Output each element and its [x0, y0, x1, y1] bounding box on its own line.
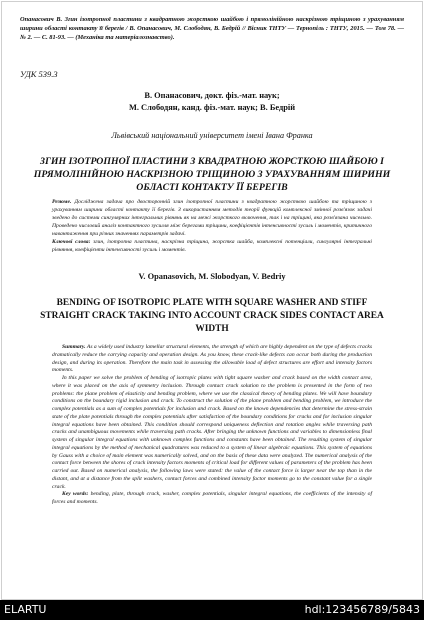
- keywords-ukrainian: [52, 238, 372, 254]
- abstract-text: Досліджена задача про двосторонній згин ізотропної пластини з квадратною жорсткою шайбою та тріщиною з урахуванням ширини області контакту її берегів. З використанням методів теорії функцій комплексної змінної розв'язок задачі зведено до системи сингулярних інтегральних рівнянь як на межі жорсткого включення, так і на тріщині, яка розв'язана чисельно. Проведено числовий аналіз контактного зусилля між берегами тріщини, коефіцієнтів інтенсивності зусиль і моментів, критичного навантаження при різних значеннях параметрів задачі.: [52, 199, 372, 237]
- summary-paragraph-1: [52, 344, 372, 375]
- summary-keywords: [52, 491, 372, 507]
- summary-keywords-label: Key words:: [62, 491, 89, 498]
- summary-keywords-text: bending, plate, through crack, washer, complex potentials, singular integral equations, the coefficients of the intensity of forces and moments.: [52, 491, 372, 505]
- abstract-ukrainian: [52, 198, 372, 238]
- summary-english: [52, 344, 372, 507]
- handle-identifier[interactable]: hdl:123456789/5843: [304, 603, 420, 616]
- authors-line-1: В. Опанасович, докт. фіз.-мат. наук;: [144, 91, 280, 100]
- repository-name: ELARTU: [4, 603, 47, 616]
- authors-line-2: М. Слободян, канд. фіз.-мат. наук; В. Бедрій: [128, 103, 296, 112]
- udk-code: УДК 539.3: [20, 69, 58, 79]
- viewer-status-bar: [0, 600, 424, 620]
- authors-english: V. Opanasovich, M. Slobodyan, V. Bedriy: [138, 272, 286, 281]
- abstract-label: Резюме.: [52, 199, 72, 205]
- title-english: BENDING OF ISOTROPIC PLATE WITH SQUARE WASHER AND STIFF STRAIGHT CRACK TAKING INTO ACCOUNT CRACK SIDES CONTACT AREA WIDTH: [40, 298, 384, 334]
- summary-text-1: As a widely used industry lamellar structural elements, the strength of which are highly dependent on the type of defects cracks dramatically reduce the carrying capacity and operation design. As you know, these crack-like defects can occur both during the production design, and during its operation. Therefore the main task in assessing the allowable load of defect structures are effort and intensity factors moments.: [52, 344, 372, 374]
- summary-label: Summary.: [62, 344, 86, 350]
- keywords-label: Ключові слова:: [52, 239, 91, 245]
- authors-ukrainian: [0, 90, 424, 114]
- citation-header: Опанасович В. Згин ізотропної пластини з квадратною жорсткою шайбою і прямолінійною наскрізною тріщиною з урахуванням ширини області контакту її берегів / В. Опанасович, М. Слободян, В. Бедрій // Вісник ТНТУ — Тернопіль : ТНТУ, 2015. — Том 78. — № 2. — С. 81-93. — (Механіка та матеріалознавство).: [20, 16, 404, 41]
- affiliation: Львівський національний університет імені Івана Франка: [111, 131, 313, 140]
- keywords-text: згин, ізотропна пластина, наскрізна тріщина, жорстка шайба, комплексні потенціали, сингулярні інтегральні рівняння, коефіцієнти інтенсивності зусиль і моментів.: [52, 239, 372, 253]
- summary-paragraph-2: In this paper we solve the problem of bending of isotropic plates with tight square washer and crack based on the width contact area, where it was placed on the axis of symmetry inclusion. Through contact crack solution to the problem is presented in the form of two problems: the plane problem of elasticity and bending problem, where we use the classical theory of bending plates. We will have boundary conditions on the boundary rigid inclusion and crack. To construct the solution of the plane problem and bending problem, we introduce the complex potentials as a sum of complex potentials for inclusion and crack. Based on the known dependencies that determine the stress-strain state of the plate potentials through the complex potentials after satisfaction of the boundary conditions for cracks and for inclusion singular integral equations have been obtained. This condition should correspond uniqueness deflection and rotation angles while traversing path cracks and unambiguous movements while traversing path cracks. After bringing the unknown functions and variables to dimensionless final system of singular integral equations with unknown complex functions and constants have been obtained. The resulting system of singular integral equations by the method of mechanical quadratures was reduced to a system of linear algebraic equations. This system of equations by Gauss with a choice of main element was numerically solved, and on the basis of these data were analyzed. The numerical analysis of the contact force between the shores of crack intensity factors moments of critical load for different values of parameters of the problem has been carried out. Based on numerical analysis, the following laws were stated: the value of the contact force is larger near the top than in the distant, and at a distance from the split washers, contact forces and combined intensity factor moments go to the constant value for a single crack.: [52, 375, 372, 490]
- title-ukrainian: ЗГИН ІЗОТРОПНОЇ ПЛАСТИНИ З КВАДРАТНОЮ ЖОРСТКОЮ ШАЙБОЮ І ПРЯМОЛІНІЙНОЮ НАСКРІЗНОЮ ТРІЩИНОЮ З УРАХУВАННЯМ ШИРИНИ ОБЛАСТІ КОНТАКТУ ЇЇ БЕРЕГІВ: [33, 156, 391, 193]
